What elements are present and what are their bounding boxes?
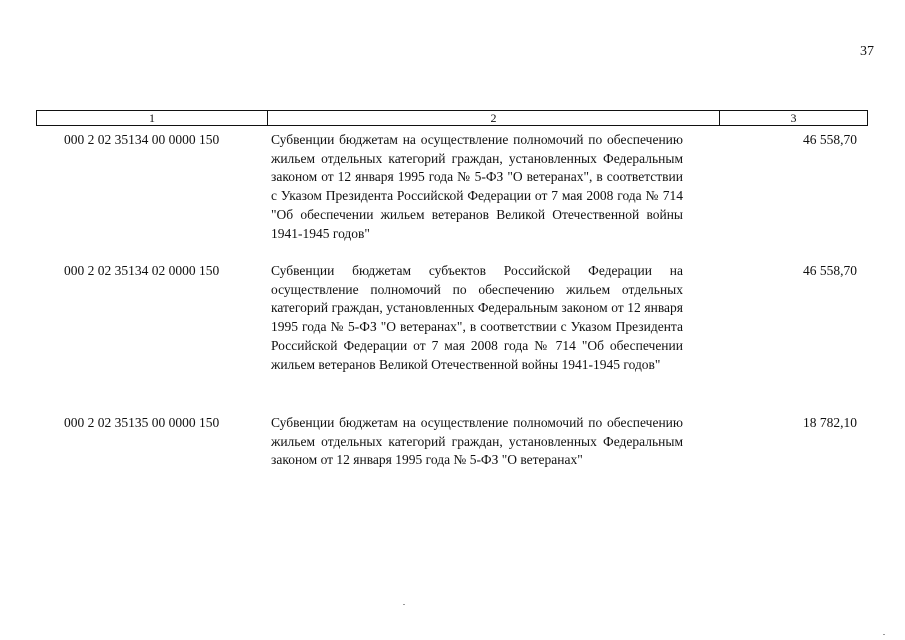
row-amount: 18 782,10	[803, 415, 857, 430]
budget-code: 000 2 02 35134 02 0000 150	[64, 263, 220, 278]
scan-artifact	[403, 604, 405, 605]
budget-code: 000 2 02 35135 00 0000 150	[64, 415, 220, 430]
budget-code: 000 2 02 35134 00 0000 150	[64, 132, 220, 147]
page-number: 37	[860, 44, 874, 59]
row-amount: 46 558,70	[803, 132, 857, 147]
row-description: Субвенции бюджетам на осуществление полномочий по обеспечению жильем отдельных категорий граждан, установленных Федеральным законом от 12 января 1995 года № 5-ФЗ "О ветеранах"	[271, 415, 683, 468]
scan-artifact	[883, 634, 885, 635]
column-header-code: 1	[37, 111, 268, 125]
row-amount: 46 558,70	[803, 263, 857, 278]
budget-table	[36, 110, 868, 468]
row-description: Субвенции бюджетам субъектов Российской Федерации на осуществление полномочий по обеспечению жильем отдельных категорий граждан, установленных Федеральным законом от 12 января 1995 года № 5-ФЗ "О ветеранах", в соответствии с Указом Президента Российской Федерации от 7 мая 2008 года № 714 "Об обеспечении жильем ветеранов Великой Отечественной войны 1941-1945 годов"	[271, 263, 683, 372]
column-header-amount: 3	[790, 111, 797, 125]
row-description: Субвенции бюджетам на осуществление полномочий по обеспечению жильем отдельных категорий граждан, установленных Федеральным законом от 12 января 1995 года № 5-ФЗ "О ветеранах", в соответствии с Указом Президента Российской Федерации от 7 мая 2008 года № 714 "Об обеспечении жильем ветеранов Великой Отечественной войны 1941-1945 годов"	[271, 132, 683, 241]
table-header-row	[36, 110, 868, 126]
column-header-description: 2	[268, 111, 720, 125]
